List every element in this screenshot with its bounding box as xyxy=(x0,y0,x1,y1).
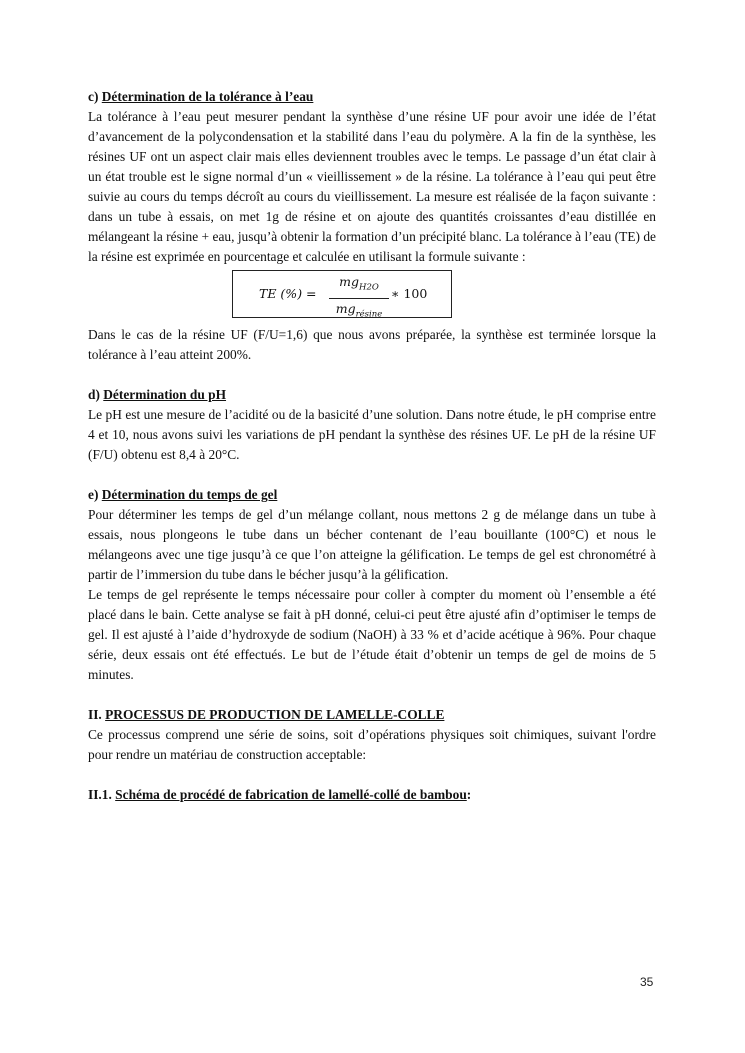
section-e-heading xyxy=(88,485,656,505)
formula-box xyxy=(232,270,452,318)
section-e-prefix: e) xyxy=(88,487,102,502)
spacer xyxy=(88,685,656,705)
section-e-body-2: Le temps de gel représente le temps nécessaire pour coller à compter du moment où l’ensemble a été placé dans le bain. Cette analyse se fait à pH donné, celui-ci peut être ajusté afin d’optimiser le temps de gel. Il est ajusté à l’aide d’hydroxyde de sodium (NaOH) à 33 % et d’acide acétique à 96%. Pour chaque série, deux essais ont été effectués. Le but de l’étude était d’obtenir un temps de gel de moins de 5 minutes. xyxy=(88,587,656,682)
document-page xyxy=(88,87,656,805)
section-ii-heading xyxy=(88,705,656,725)
section-c-conclusion: Dans le cas de la résine UF (F/U=1,6) que nous avons préparée, la synthèse est terminée lorsque la tolérance à l’eau atteint 200%. xyxy=(88,327,656,362)
formula-lhs: TE (%) = xyxy=(259,286,317,301)
section-c-title: Détermination de la tolérance à l’eau xyxy=(101,89,314,104)
section-ii-title: PROCESSUS DE PRODUCTION DE LAMELLE-COLLE xyxy=(105,707,445,722)
formula-numerator xyxy=(329,273,389,297)
section-ii-body: Ce processus comprend une série de soins, soit d’opérations physiques soit chimiques, suivant l'ordre pour rendre un matériau de construction acceptable: xyxy=(88,727,656,762)
numerator-base: mg xyxy=(339,274,360,289)
section-d-heading xyxy=(88,385,656,405)
section-ii1-prefix: II.1. xyxy=(88,787,116,802)
spacer xyxy=(88,365,656,385)
section-ii-prefix: II. xyxy=(88,707,106,722)
section-d-prefix: d) xyxy=(88,387,104,402)
formula-fraction xyxy=(329,273,389,323)
fraction-bar xyxy=(329,298,389,299)
section-e-title: Détermination du temps de gel xyxy=(101,487,278,502)
section-d-title: Détermination du pH xyxy=(103,387,227,402)
formula-multiplier: ∗ 100 xyxy=(391,286,428,301)
section-c-heading xyxy=(88,87,656,107)
section-ii1-suffix: : xyxy=(466,787,472,802)
section-c-body: La tolérance à l’eau peut mesurer pendant la synthèse d’une résine UF pour avoir une idée de l’état d’avancement de la polycondensation et la stabilité dans l’eau du polymère. A la fin de la synthèse, les résines UF ont un aspect clair mais elles deviennent troubles avec le temps. Le passage d’un état clair à un état trouble est le signe normal d’un « vieillissement » de la résine. La tolérance à l’eau qui peut être suivie au cours du temps décroît au cours du vieillissement. La mesure est réalisée de la façon suivante : dans un tube à essais, on met 1g de résine et on ajoute des quantités croissantes d’eau distillée en mélangeant la résine + eau, jusqu’à obtenir la formation d’un précipité blanc. La tolérance à l’eau (TE) de la résine est exprimée en pourcentage et calculée en utilisant la formule suivante : xyxy=(88,109,656,264)
denominator-subscript: résine xyxy=(355,309,383,319)
formula-denominator xyxy=(329,300,389,324)
page-number: 35 xyxy=(640,975,654,989)
formula-container xyxy=(88,267,656,325)
denominator-base: mg xyxy=(335,300,356,316)
section-ii1-title: Schéma de procédé de fabrication de lamellé-collé de bambou xyxy=(115,787,467,802)
section-e-body-1: Pour déterminer les temps de gel d’un mélange collant, nous mettons 2 g de mélange dans un tube à essais, nous plongeons le tube dans un bécher contenant de l’eau bouillante (100°C) et nous le mélangeons avec une tige jusqu’à ce que l’on atteigne la gélification. Le temps de gel est chronométré à partir de l’immersion du tube dans le bécher jusqu’à la gélification. xyxy=(88,507,656,582)
section-c-prefix: c) xyxy=(88,89,102,104)
numerator-subscript: H2O xyxy=(359,282,379,293)
section-d-body: Le pH est une mesure de l’acidité ou de la basicité d’une solution. Dans notre étude, le pH comprise entre 4 et 10, nous avons suivi les variations de pH pendant la synthèse des résines UF. Le pH de la résine UF (F/U) obtenu est 8,4 à 20°C. xyxy=(88,407,656,462)
spacer xyxy=(88,465,656,485)
section-ii1-heading xyxy=(88,785,656,805)
spacer xyxy=(88,765,656,785)
